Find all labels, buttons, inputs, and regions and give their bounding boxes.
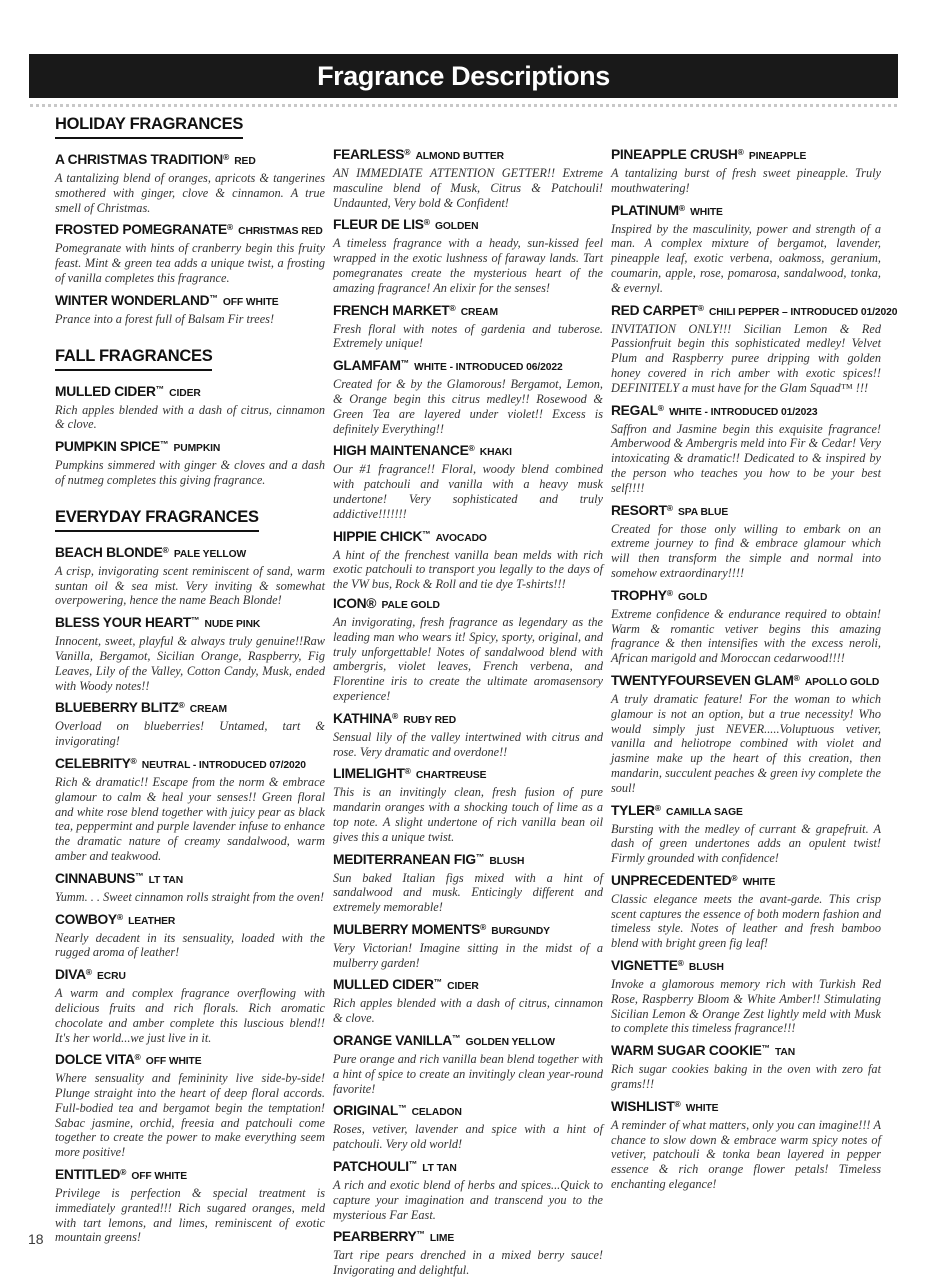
fragrance-description: Pure orange and rich vanilla bean blend together with a hint of spice to create an invitingly clean year-round favorite! — [333, 1052, 603, 1096]
fragrance-entry — [55, 1164, 325, 1245]
fragrance-name-text: MULLED CIDER — [55, 383, 156, 399]
fragrance-color-label: CREAM — [189, 704, 228, 716]
fragrance-color-label: PUMPKIN — [173, 443, 221, 455]
fragrance-entry — [333, 1226, 603, 1278]
trademark-symbol: ® — [130, 755, 137, 766]
fragrance-name — [611, 144, 881, 165]
column-1 — [55, 115, 325, 1282]
fragrance-name — [333, 974, 603, 995]
fragrance-description: Extreme confidence & endurance required to obtain! Warm & romantic vetiver begins this amazing fragrance & then intensifies with the excess neroli, African marigold and Moroccan cedarwood!!!! — [611, 606, 881, 666]
fragrance-name — [55, 1164, 325, 1185]
fragrance-name — [55, 868, 325, 889]
fragrance-name — [333, 355, 603, 376]
fragrance-name — [333, 708, 603, 729]
fragrance-description: A hint of the frenchest vanilla bean melds with rich exotic patchouli to transport you legally to the days of the VW bus, Rock & Roll and tie dye T-shirts!!! — [333, 547, 603, 592]
fragrance-entry — [611, 300, 898, 396]
trademark-symbol: ® — [116, 911, 124, 922]
trademark-symbol: ® — [391, 710, 399, 721]
fragrance-name-text: FEARLESS — [333, 147, 405, 162]
fragrance-description: Classic elegance meets the avant-garde. This crisp scent captures the essence of both modern fashion and timeless style. Notes of leather and fresh bamboo blend with bright green fig leaf! — [611, 891, 881, 951]
fragrance-name — [55, 697, 325, 718]
fragrance-color-label: LIME — [429, 1233, 455, 1245]
fragrance-entry — [333, 300, 603, 352]
trademark-symbol: ® — [737, 147, 744, 157]
trademark-symbol: ® — [697, 302, 704, 313]
fragrance-name-text: RESORT — [611, 502, 667, 518]
fragrance-name — [55, 612, 325, 633]
fragrance-entry — [55, 381, 325, 433]
trademark-symbol: ® — [793, 672, 800, 683]
trademark-symbol: ™ — [135, 870, 144, 881]
fragrance-color-label: CHRISTMAS RED — [238, 226, 323, 238]
fragrance-description: Prance into a forest full of Balsam Fir trees! — [55, 311, 275, 326]
trademark-symbol: ™ — [433, 977, 443, 988]
fragrance-entry — [611, 1096, 881, 1192]
fragrance-entry — [611, 1040, 881, 1092]
fragrance-name-text: DOLCE VITA — [55, 1052, 135, 1068]
fragrance-name-text: TROPHY — [611, 587, 667, 603]
fragrance-name — [55, 290, 325, 311]
fragrance-entry — [333, 919, 603, 971]
fragrance-entry — [333, 1030, 603, 1096]
fragrance-color-label: PALE GOLD — [381, 599, 440, 611]
fragrance-color-label: BLUSH — [688, 962, 724, 974]
fragrance-description: Pomegranate with hints of cranberry begin this fruity feast. Mint & green tea adds a unique twist, a frosting of vanilla completes this fragrance. — [55, 241, 325, 285]
trademark-symbol: ® — [677, 958, 684, 969]
fragrance-entry — [55, 909, 325, 961]
fragrance-color-label: CREAM — [460, 306, 498, 318]
fragrance-entry — [55, 964, 325, 1045]
column-2 — [333, 115, 603, 1282]
fragrance-name-text: RED CARPET — [611, 302, 698, 318]
fragrance-description: Sensual lily of the valley intertwined with citrus and rose. Very dramatic and overdone!! — [333, 729, 603, 759]
fragrance-entry — [333, 596, 603, 704]
fragrance-color-label: CAMILLA SAGE — [666, 806, 743, 818]
fragrance-description: Our #1 fragrance!! Floral, woody blend combined with patchouli and vanilla with a heavy musk undertone! Very sophisticated and truly addictive!!!!!!! — [333, 462, 603, 521]
fragrance-name — [333, 440, 603, 461]
fragrance-name — [611, 300, 898, 321]
content-columns — [55, 115, 898, 1282]
trademark-symbol: ® — [366, 595, 377, 611]
fragrance-name-text: PINEAPPLE CRUSH — [611, 147, 738, 162]
trademark-symbol: ™ — [451, 1033, 461, 1044]
fragrance-color-label: LT TAN — [422, 1163, 457, 1175]
fragrance-description: A rich and exotic blend of herbs and spices...Quick to capture your imagination and transcend you to the mysterious Far East. — [333, 1178, 603, 1222]
fragrance-name-text: DIVA — [55, 967, 86, 983]
fragrance-name-text: REGAL — [611, 402, 658, 418]
section-heading: FALL FRAGRANCES — [55, 347, 212, 371]
fragrance-color-label: GOLDEN — [434, 221, 479, 233]
fragrance-name-text: COWBOY — [55, 911, 117, 927]
fragrance-name — [333, 849, 603, 870]
fragrance-name-text: PLATINUM — [611, 202, 679, 218]
fragrance-name — [611, 585, 881, 606]
fragrance-name — [611, 955, 881, 976]
fragrance-entry — [55, 612, 325, 693]
fragrance-description: INVITATION ONLY!!! Sicilian Lemon & Red Passionfruit begin this sophisticated medley! Velvet Plum and Raspberry puree dripping with golden honey covered in rich amber with exotic spices!! DEFINITELY a must have for the Glam Squad™ !!! — [611, 321, 881, 395]
fragrance-description: A warm and complex fragrance overflowing with delicious fruits and rich florals. Rich aromatic chocolate and amber complete this luscious blend!! It's her world...we just live in it. — [55, 986, 325, 1045]
fragrance-description: Inspired by the masculinity, power and strength of a man. A complex mixture of bergamot, lavender, pineapple leaf, exotic verbena, oakmoss, geranium, coumarin, apple, rose, pomarosa, sandalwood, tonka, & evernyl. — [611, 221, 881, 295]
fragrance-color-label: LT TAN — [148, 874, 184, 886]
fragrance-color-label: NUDE PINK — [204, 619, 261, 631]
fragrance-name — [55, 909, 325, 930]
fragrance-entry — [333, 440, 603, 521]
trademark-symbol: ® — [666, 502, 673, 513]
fragrance-name — [333, 1100, 603, 1121]
column-3 — [611, 115, 898, 1282]
fragrance-name-text: ICON — [333, 595, 367, 611]
fragrance-entry — [611, 144, 881, 196]
fragrance-color-label: GOLD — [677, 591, 708, 603]
fragrance-name-text: TYLER — [611, 802, 655, 818]
fragrance-entry — [333, 1100, 603, 1152]
trademark-symbol: ® — [423, 217, 430, 228]
fragrance-description: Invoke a glamorous memory rich with Turkish Red Rose, Raspberry Bloom & White Amber!! Stimulating Sicilian Lemon & Orange Zest lightly meld with Musk to complete this timeless fragrance!!! — [611, 977, 881, 1036]
fragrance-entry — [55, 697, 325, 749]
fragrance-name-text: BLESS YOUR HEART — [55, 615, 191, 631]
fragrance-color-label: ECRU — [97, 971, 126, 983]
fragrance-entry — [55, 542, 325, 608]
trademark-symbol: ™ — [398, 1103, 407, 1114]
fragrance-description: A tantalizing blend of oranges, apricots & tangerines smothered with ginger, clove & cinnamon. A true smell of Christmas. — [55, 171, 325, 215]
fragrance-description: A crisp, invigorating scent reminiscent of sand, warm suntan oil & sea mist. Very inviting & somewhat overpowering, hence the name Beach Blonde! — [55, 563, 325, 608]
fragrance-name — [55, 542, 325, 563]
fragrance-description: Pumpkins simmered with ginger & cloves and a dash of nutmeg completes this giving fragrance. — [55, 458, 325, 487]
fragrance-name-text: LIMELIGHT — [333, 766, 405, 782]
trademark-symbol: ® — [85, 967, 93, 978]
fragrance-entry — [55, 219, 325, 285]
fragrance-name — [611, 1040, 881, 1061]
fragrance-color-label: PINEAPPLE — [748, 151, 807, 162]
fragrance-entry — [333, 974, 603, 1026]
fragrance-name-text: VIGNETTE — [611, 958, 678, 974]
fragrance-description: AN IMMEDIATE ATTENTION GETTER!! Extreme masculine blend of Musk, Citrus & Patchouli! Undaunted, Very bold & Confident! — [333, 166, 603, 210]
trademark-symbol: ® — [178, 700, 185, 711]
fragrance-name — [55, 436, 325, 457]
fragrance-color-label: OFF WHITE — [145, 1056, 202, 1068]
fragrance-description: A truly dramatic feature! For the woman to which glamour is not an option, but a true necessity! Who would simply just NEVER.....Voluptuous vetiver, vanilla and heliotrope combined with violet and jasmine make up the heart of this creation, then mandarin, succulent peaches & green ivy complete the soul! — [611, 691, 881, 795]
fragrance-color-label: WHITE - INTRODUCED 01/2023 — [669, 406, 818, 418]
fragrance-description: Yumm. . . Sweet cinnamon rolls straight from the oven! — [55, 889, 325, 904]
fragrance-name-text: WINTER WONDERLAND — [55, 292, 210, 308]
fragrance-name-text: BLUEBERRY BLITZ — [55, 700, 179, 716]
fragrance-name-text: CINNABUNS — [55, 870, 136, 886]
fragrance-name — [55, 753, 325, 774]
fragrance-description: This is an invitingly clean, fresh fusion of pure mandarin oranges with a shocking touch of lime as a top note. A slight undertone of rich vanilla bean oil gives this a unique twist. — [333, 785, 603, 844]
fragrance-description: Roses, vetiver, lavender and spice with a hint of patchouli. Very old world! — [333, 1122, 603, 1152]
fragrance-name — [333, 919, 603, 940]
fragrance-description: Sun baked Italian figs mixed with a hint of sandalwood and musk. Enticingly different and extremely memorable! — [333, 870, 603, 915]
fragrance-name — [333, 763, 603, 784]
fragrance-color-label: KHAKI — [479, 447, 512, 459]
fragrance-name — [611, 800, 881, 821]
fragrance-name — [611, 870, 881, 891]
trademark-symbol: ™ — [408, 1159, 418, 1170]
fragrance-description: Created for those only willing to embark on an extreme journey to find & embrace glamour which will then transform the simple and normal into somehow extraordinary!!!! — [611, 521, 881, 580]
fragrance-name — [333, 1156, 603, 1177]
page-title: Fragrance Descriptions — [317, 60, 610, 91]
fragrance-name-text: ORANGE VANILLA — [333, 1033, 452, 1049]
trademark-symbol: ® — [162, 544, 169, 555]
trademark-symbol: ® — [657, 402, 665, 413]
header-divider — [30, 104, 897, 107]
fragrance-description: Innocent, sweet, playful & always truly genuine!!Raw Vanilla, Bergamot, Sicilian Orange, Raspberry, Fig Leaves, Lily of the Valley, Cotton Candy, Musk, ended with Woody notes!! — [55, 634, 325, 693]
page-number: 18 — [28, 1231, 44, 1247]
fragrance-description: Fresh floral with notes of gardenia and tuberose. Extremely unique! — [333, 321, 603, 351]
fragrance-color-label: LEATHER — [128, 915, 176, 927]
fragrance-description: Rich sugar cookies baking in the oven with zero fat grams!!! — [611, 1062, 881, 1092]
fragrance-color-label: APOLLO GOLD — [804, 676, 880, 688]
fragrance-name-text: TWENTYFOURSEVEN GLAM — [611, 672, 794, 688]
fragrance-entry — [55, 753, 325, 864]
fragrance-entry — [333, 214, 603, 295]
fragrance-description: Nearly decadent in its sensuality, loaded with the rugged aroma of leather! — [55, 930, 325, 960]
fragrance-name-text: ENTITLED — [55, 1167, 121, 1183]
trademark-symbol: ™ — [416, 1229, 425, 1240]
trademark-symbol: ™ — [400, 358, 410, 369]
fragrance-name-text: FROSTED POMEGRANATE — [55, 222, 227, 238]
fragrance-name — [333, 214, 603, 235]
trademark-symbol: ® — [222, 152, 230, 162]
fragrance-entry — [611, 670, 881, 796]
fragrance-entry — [55, 436, 325, 488]
trademark-symbol: ™ — [209, 292, 218, 303]
fragrance-name-text: MULLED CIDER — [333, 977, 434, 993]
section-heading: EVERYDAY FRAGRANCES — [55, 508, 259, 532]
fragrance-name — [333, 596, 603, 614]
fragrance-entry — [333, 144, 603, 210]
fragrance-description: An invigorating, fresh fragrance as legendary as the leading man who wears it! Spicy, sporty, original, and truly unforgettable! Notes of sandalwood blend with ambergris, violet leaves, French verbena, and Florentine iris to create the ultimate aromasensory experience! — [333, 614, 603, 703]
fragrance-name-text: UNPRECEDENTED — [611, 872, 732, 888]
trademark-symbol: ® — [404, 147, 411, 157]
fragrance-entry — [55, 149, 325, 215]
fragrance-color-label: OFF WHITE — [222, 296, 279, 308]
fragrance-color-label: SPA BLUE — [677, 506, 729, 518]
fragrance-entry — [333, 1156, 603, 1222]
fragrance-description: Privilege is perfection & special treatment is immediately granted!!! Rich sugared oranges, meld with tart lemons, and limes, reminiscent of exotic mountain greens! — [55, 1186, 325, 1245]
fragrance-description: Tart ripe pears drenched in a mixed berry sauce! Invigorating and delightful. — [333, 1248, 603, 1278]
fragrance-color-label: GOLDEN YELLOW — [465, 1037, 555, 1049]
trademark-symbol: ® — [404, 766, 411, 777]
fragrance-name — [333, 526, 603, 547]
trademark-symbol: ® — [674, 1098, 681, 1109]
fragrance-name — [611, 670, 881, 691]
fragrance-description: A tantalizing burst of fresh sweet pineapple. Truly mouthwatering! — [611, 166, 881, 195]
fragrance-name-text: ORIGINAL — [333, 1103, 399, 1119]
fragrance-entry — [611, 955, 881, 1036]
fragrance-name — [611, 200, 881, 221]
fragrance-color-label: BLUSH — [489, 855, 525, 867]
fragrance-name — [611, 500, 881, 521]
fragrance-name-text: MEDITERRANEAN FIG — [333, 851, 476, 867]
trademark-symbol: ™ — [761, 1043, 770, 1054]
fragrance-color-label: TAN — [775, 1047, 796, 1059]
fragrance-color-label: RUBY RED — [403, 714, 457, 726]
fragrance-color-label: OFF WHITE — [131, 1171, 188, 1183]
fragrance-name-text: CELEBRITY — [55, 755, 131, 771]
fragrance-entry — [611, 870, 881, 951]
trademark-symbol: ® — [654, 802, 661, 813]
fragrance-name-text: PUMPKIN SPICE — [55, 439, 160, 455]
fragrance-color-label: RED — [234, 156, 256, 167]
fragrance-name-text: HIPPIE CHICK — [333, 528, 423, 544]
fragrance-description: Overload on blueberries! Untamed, tart & invigorating! — [55, 719, 325, 749]
fragrance-entry — [55, 868, 325, 905]
fragrance-entry — [333, 849, 603, 915]
fragrance-entry — [611, 585, 881, 666]
trademark-symbol: ™ — [159, 439, 169, 450]
fragrance-name-text: GLAMFAM — [333, 358, 401, 374]
trademark-symbol: ® — [468, 443, 475, 454]
fragrance-entry — [333, 355, 603, 436]
fragrance-description: Very Victorian! Imagine sitting in the midst of a mulberry garden! — [333, 940, 603, 970]
page-header — [30, 55, 897, 97]
fragrance-entry — [611, 500, 881, 581]
fragrance-entry — [333, 708, 603, 760]
trademark-symbol: ® — [449, 302, 456, 313]
fragrance-name — [611, 400, 881, 421]
fragrance-description: Rich & dramatic!! Escape from the norm & embrace glamour to calm & heal your senses!! Green floral and white rose blend together with juicy pear as black tea, peppermint and purple lavender infuse to enhance the dramatic nature of creamy sandalwood, warm amber and teakwood. — [55, 774, 325, 863]
fragrance-name — [55, 964, 325, 985]
fragrance-name-text: PATCHOULI — [333, 1159, 409, 1175]
fragrance-name-text: KATHINA — [333, 710, 392, 726]
trademark-symbol: ™ — [422, 528, 431, 539]
trademark-symbol: ® — [226, 222, 234, 233]
fragrance-color-label: ALMOND BUTTER — [415, 151, 504, 162]
fragrance-name — [611, 1096, 881, 1117]
fragrance-color-label: CHARTREUSE — [415, 770, 487, 782]
fragrance-description: Where sensuality and femininity live side-by-side! Plunge straight into the heart of deep floral accords. Full-bodied tea and bergamot begin the temptation! Sabac jasmine, orchid, freesia and patchouli come together to create the power to make everything seem more positive! — [55, 1071, 325, 1160]
fragrance-name-text: BEACH BLONDE — [55, 544, 163, 560]
fragrance-entry — [333, 526, 603, 592]
fragrance-entry — [333, 763, 603, 844]
fragrance-name-text: PEARBERRY — [333, 1229, 417, 1245]
fragrance-color-label: CHILI PEPPER – INTRODUCED 01/2020 — [708, 306, 898, 318]
fragrance-name — [333, 1030, 603, 1051]
fragrance-description: Rich apples blended with a dash of citrus, cinnamon & clove. — [333, 996, 603, 1026]
fragrance-name-text: A CHRISTMAS TRADITION — [55, 152, 223, 167]
fragrance-color-label: WHITE — [685, 1102, 719, 1114]
trademark-symbol: ™ — [191, 615, 200, 626]
fragrance-name-text: HIGH MAINTENANCE — [333, 443, 469, 459]
trademark-symbol: ® — [666, 587, 673, 598]
fragrance-color-label: NEUTRAL - INTRODUCED 07/2020 — [141, 759, 306, 771]
fragrance-entry — [55, 1049, 325, 1160]
fragrance-color-label: CIDER — [169, 387, 201, 399]
fragrance-name-text: MULBERRY MOMENTS — [333, 921, 480, 937]
section-heading: HOLIDAY FRAGRANCES — [55, 115, 243, 139]
fragrance-name-text: WARM SUGAR COOKIE — [611, 1043, 762, 1059]
fragrance-entry — [611, 800, 881, 866]
fragrance-description: Saffron and Jasmine begin this exquisite fragrance! Amberwood & Ambergris meld into Fir & Cedar! Very intoxicating & dramatic!! Dedicated to & inspired by the person who teaches you how to be your best self!!!! — [611, 421, 881, 495]
trademark-symbol: ® — [134, 1052, 141, 1063]
fragrance-description: Bursting with the medley of currant & grapefruit. A dash of green undertones adds an opulent twist! Firmly grounded with confidence! — [611, 821, 881, 866]
trademark-symbol: ® — [731, 872, 738, 883]
fragrance-name — [55, 381, 325, 402]
trademark-symbol: ® — [120, 1167, 127, 1178]
fragrance-description: Created for & by the Glamorous! Bergamot, Lemon, & Orange begin this citrus medley!! Rosewood & Green Tea are layered under violet!! Excess is definitely Everything!! — [333, 377, 603, 436]
fragrance-description: A timeless fragrance with a heady, sun-kissed feel wrapped in the exotic lushness of faraway lands. Tart pomegranates create the mysterious heart of the amazing fragrance! An elixir for the senses! — [333, 236, 603, 295]
fragrance-color-label: BURGUNDY — [491, 925, 550, 937]
fragrance-name-text: FRENCH MARKET — [333, 302, 450, 318]
fragrance-name — [55, 1049, 325, 1070]
fragrance-description: Rich apples blended with a dash of citrus, cinnamon & clove. — [55, 402, 325, 432]
fragrance-name — [333, 300, 603, 321]
fragrance-name — [333, 1226, 603, 1247]
fragrance-name-text: WISHLIST — [611, 1098, 675, 1114]
fragrance-color-label: WHITE - INTRODUCED 06/2022 — [414, 362, 563, 374]
trademark-symbol: ® — [678, 202, 686, 213]
fragrance-entry — [611, 400, 881, 496]
fragrance-name-text: FLEUR DE LIS — [333, 217, 424, 233]
trademark-symbol: ™ — [475, 851, 485, 862]
fragrance-name — [333, 144, 603, 165]
fragrance-description: A reminder of what matters, only you can imagine!!! A chance to slow down & embrace warm spicy notes of vetiver, patchouli & tonka bean layered in pepper essence & rich orange flower petals! Timeless enchanting elegance! — [611, 1117, 881, 1192]
fragrance-color-label: CIDER — [447, 981, 479, 993]
fragrance-color-label: PALE YELLOW — [173, 548, 247, 560]
fragrance-color-label: WHITE — [690, 206, 723, 218]
trademark-symbol: ™ — [155, 383, 165, 394]
trademark-symbol: ® — [479, 921, 487, 932]
fragrance-color-label: CELADON — [411, 1107, 462, 1119]
fragrance-name — [55, 219, 325, 240]
fragrance-color-label: WHITE — [742, 876, 776, 888]
fragrance-color-label: AVOCADO — [435, 532, 487, 544]
fragrance-entry — [55, 290, 325, 327]
fragrance-entry — [611, 200, 881, 296]
fragrance-name — [55, 149, 325, 170]
